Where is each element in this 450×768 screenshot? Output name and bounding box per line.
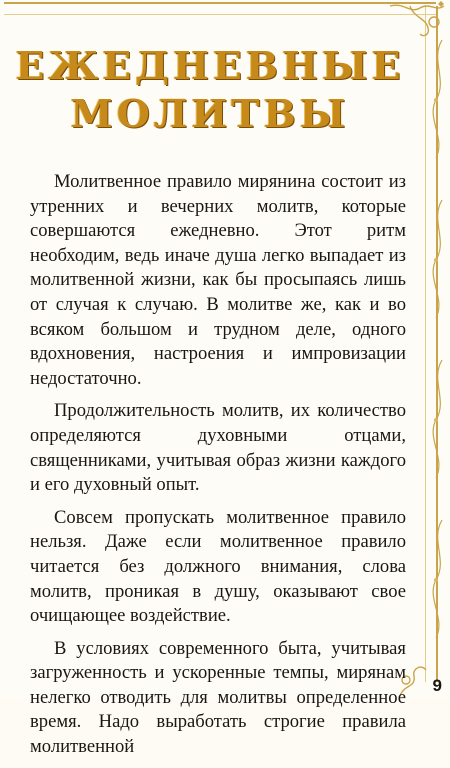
page-title	[0, 42, 420, 138]
corner-scroll-icon	[380, 0, 450, 40]
paragraph: В условиях современного быта, учитывая загруженность и ускоренные темпы, мирянам нелегко отводить для молитвы определенное время. Надо выработать строгие правила молитвенной	[30, 637, 406, 758]
title-line-1: ЕЖЕДНЕВНЫЕ	[15, 43, 405, 88]
paragraph: Совсем пропускать молитвенное правило нельзя. Даже если молитвенное правило читается без должного внимания, слова молитв, проникая в душу, оказывают свое очищающее воздействие.	[30, 506, 406, 627]
body-text	[30, 170, 406, 768]
paragraph: Молитвенное правило мирянина состоит из утренних и вечерних молитв, которые совершаются ежедневно. Этот ритм необходим, ведь иначе душа легко выпадает из молитвенной жизни, как бы просыпаясь лишь от случая к случаю. В молитве же, как и во всяком большом и трудном деле, одного вдохновения, настроения и импровизации недостаточно.	[30, 171, 406, 389]
page-number: 9	[432, 676, 442, 695]
ornamental-frame-top	[4, 2, 436, 15]
paragraph: Продолжительность молитв, их количество определяются духовными отцами, священниками, учитывая образ жизни каждого и его духовный опыт.	[30, 400, 406, 496]
vine-ornament-icon	[420, 0, 450, 698]
title-line-2: МОЛИТВЫ	[70, 91, 350, 136]
